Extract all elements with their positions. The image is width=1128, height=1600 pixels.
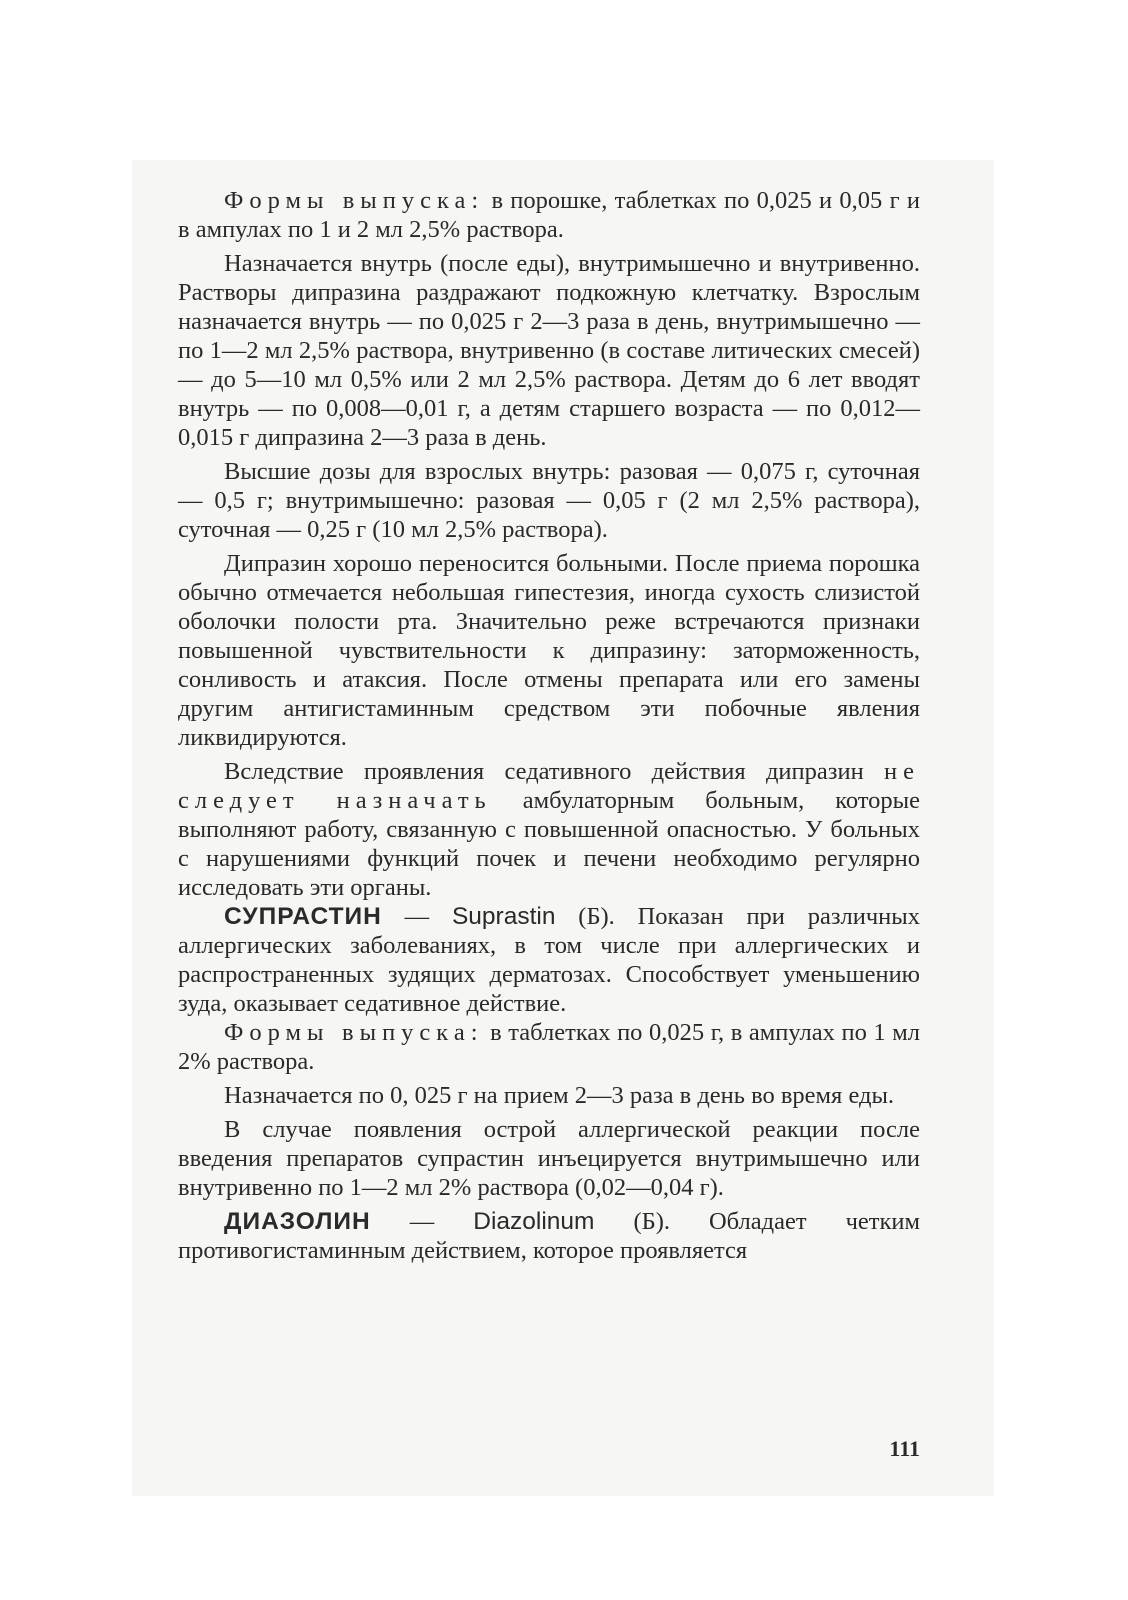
warning-emphasis: не следует назначать <box>178 758 920 814</box>
max-doses-paragraph <box>178 457 920 544</box>
suprastin-text: (Б). Показан при различных аллергических заболеваниях, в том числе при аллергических и распространенных зудящих дерматозах. Способствует уменьшению зуда, оказывает седативное действие. <box>178 903 921 1017</box>
suprastin-forms-text: в таблетках по 0,025 г, в ампулах по 1 мл 2% раствора. <box>178 1019 920 1075</box>
suprastin-dash: — <box>381 903 452 930</box>
page-body <box>178 186 920 1270</box>
suprastin-heading: СУПРАСТИН <box>224 903 382 930</box>
release-forms-text: в порошке, таблетках по 0,025 и 0,05 г и в ампулах по 1 и 2 мл 2,5% раствора. <box>178 187 920 243</box>
diazolin-heading: ДИАЗОЛИН <box>224 1208 371 1235</box>
warning-text-before: Вследствие проявления седативного действия дипразин <box>224 758 884 785</box>
max-doses-text: Высшие дозы для взрослых внутрь: разовая — 0,075 г, суточная — 0,5 г; внутримышечно: разовая — 0,05 г (2 мл 2,5% раствора), суточная — 0,25 г (10 мл 2,5% раствора). <box>178 458 920 543</box>
tolerance-text: Дипразин хорошо переносится больными. После приема порошка обычно отмечается небольшая гипестезия, иногда сухость слизистой оболочки полости рта. Значительно реже встречаются признаки повышенной чувствительности к дипразину: заторможенность, сонливость и атаксия. После отмены препарата или его замены другим антигистаминным средством эти побочные явления ликвидируются. <box>178 550 920 751</box>
warning-text-after: амбулаторным больным, которые выполняют работу, связанную с повышенной опасностью. У больных с нарушениями функций почек и печени необходимо регулярно исследовать эти органы. <box>178 787 920 901</box>
release-forms-paragraph <box>178 186 920 244</box>
suprastin-latin-name: Suprastin <box>451 903 556 930</box>
suprastin-dosage-paragraph <box>178 1081 920 1110</box>
suprastin-forms-label: Формы выпуска: <box>224 1019 484 1046</box>
suprastin-acute-text: В случае появления острой аллергической реакции после введения препаратов супрастин инъецируется внутримышечно или внутривенно по 1—2 мл 2% раствора (0,02—0,04 г). <box>178 1116 920 1201</box>
suprastin-entry <box>178 902 920 1018</box>
page-number: 111 <box>889 1436 920 1461</box>
suprastin-forms-paragraph <box>178 1018 920 1076</box>
dosage-text: Назначается внутрь (после еды), внутримышечно и внутривенно. Растворы дипразина раздражают подкожную клетчатку. Взрослым назначается внутрь — по 0,025 г 2—3 раза в день, внутримышечно — по 1—2 мл 2,5% раствора, внутривенно (в составе литических смесей) — до 5—10 мл 0,5% или 2 мл 2,5% раствора. Детям до 6 лет вводят внутрь — по 0,008—0,01 г, а детям старшего возраста — по 0,012—0,015 г дипразина 2—3 раза в день. <box>178 250 920 451</box>
diazolin-entry <box>178 1207 920 1265</box>
warning-paragraph <box>178 757 920 902</box>
diazolin-dash: — <box>370 1208 474 1235</box>
diazolin-text: (Б). Обладает четким противогистаминным действием, которое проявляется <box>178 1208 920 1264</box>
tolerance-paragraph <box>178 549 920 752</box>
suprastin-dosage-text: Назначается по 0, 025 г на прием 2—3 раза в день во время еды. <box>224 1082 895 1109</box>
diazolin-latin-name: Diazolinum <box>473 1208 595 1235</box>
suprastin-acute-paragraph <box>178 1115 920 1202</box>
release-forms-label: Формы выпуска: <box>224 187 485 214</box>
dosage-paragraph <box>178 249 920 452</box>
